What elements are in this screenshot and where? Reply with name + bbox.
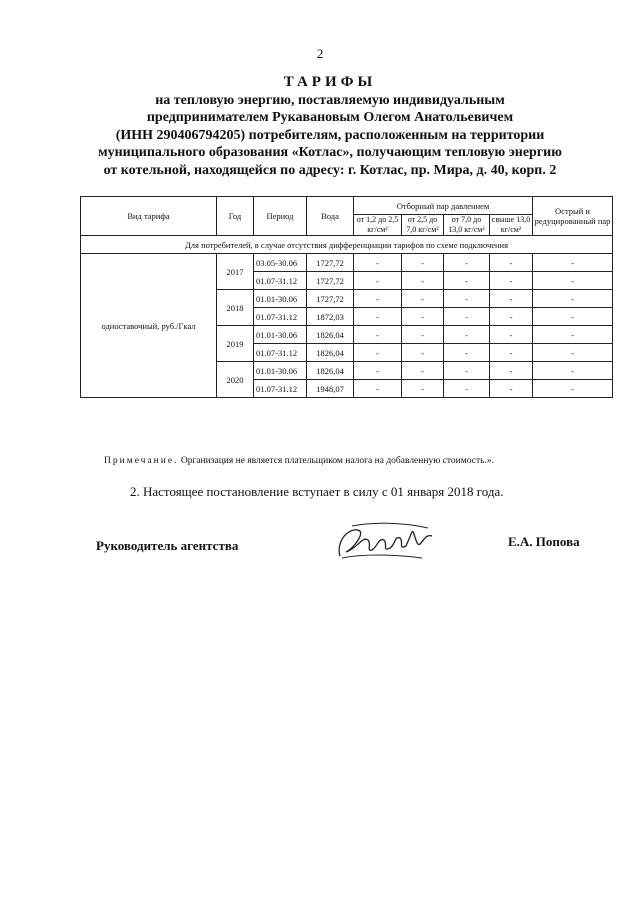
period-cell: 01.07-31.12 xyxy=(254,380,307,398)
header-steam-col: от 1,2 до 2,5 кг/см² xyxy=(354,215,402,236)
table-row xyxy=(81,254,613,272)
year-cell: 2017 xyxy=(217,254,254,290)
dash-cell: - xyxy=(490,290,533,308)
tariff-table xyxy=(80,196,613,398)
dash-cell: - xyxy=(490,272,533,290)
year-cell: 2020 xyxy=(217,362,254,398)
header-period: Период xyxy=(254,197,307,236)
year-cell: 2018 xyxy=(217,290,254,326)
dash-cell: - xyxy=(402,362,444,380)
header-water: Вода xyxy=(307,197,354,236)
dash-cell: - xyxy=(354,362,402,380)
dash-cell: - xyxy=(402,308,444,326)
header-steam-group: Отборный пар давлением xyxy=(354,197,533,215)
dash-cell: - xyxy=(490,362,533,380)
dash-cell: - xyxy=(354,380,402,398)
dash-cell: - xyxy=(444,290,490,308)
water-cell: 1727,72 xyxy=(307,254,354,272)
dash-cell: - xyxy=(533,272,613,290)
dash-cell: - xyxy=(490,326,533,344)
signer-name: Е.А. Попова xyxy=(508,534,580,549)
title-line: от котельной, находящейся по адресу: г. Котлас, пр. Мира, д. 40, корп. 2 xyxy=(103,162,557,178)
dash-cell: - xyxy=(444,326,490,344)
dash-cell: - xyxy=(444,254,490,272)
period-cell: 01.01-30.06 xyxy=(254,290,307,308)
year-cell: 2019 xyxy=(217,326,254,362)
dash-cell: - xyxy=(490,344,533,362)
period-cell: 03.05-30.06 xyxy=(254,254,307,272)
note xyxy=(104,456,624,466)
dash-cell: - xyxy=(444,308,490,326)
consumer-note: Для потребителей, в случае отсутствия дифференциации тарифов по схеме подключения xyxy=(81,236,613,254)
title-line: предпринимателем Рукавановым Олегом Анатольевичем xyxy=(146,110,514,125)
dash-cell: - xyxy=(354,326,402,344)
dash-cell: - xyxy=(402,326,444,344)
title-line: (ИНН 290406794205) потребителям, расположенным на территории xyxy=(115,127,545,143)
dash-cell: - xyxy=(354,290,402,308)
dash-cell: - xyxy=(402,344,444,362)
water-cell: 1826,04 xyxy=(307,326,354,344)
title-line: муниципального образования «Котлас», получающим тепловую энергию xyxy=(98,145,562,160)
header-sharp-steam: Острый и редуцированный пар xyxy=(533,197,613,236)
dash-cell: - xyxy=(402,290,444,308)
note-label: Примечание. xyxy=(104,456,179,466)
dash-cell: - xyxy=(444,362,490,380)
signer-role: Руководитель агентства xyxy=(96,538,239,553)
dash-cell: - xyxy=(444,380,490,398)
water-cell: 1826,04 xyxy=(307,362,354,380)
header-steam-col: от 7,0 до 13,0 кг/см² xyxy=(444,215,490,236)
water-cell: 1826,04 xyxy=(307,344,354,362)
dash-cell: - xyxy=(533,380,613,398)
dash-cell: - xyxy=(533,362,613,380)
dash-cell: - xyxy=(354,272,402,290)
period-cell: 01.01-30.06 xyxy=(254,326,307,344)
title-line: на тепловую энергию, поставляемую индивидуальным xyxy=(155,92,505,108)
dash-cell: - xyxy=(533,308,613,326)
header-steam-col: свыше 13,0 кг/см² xyxy=(490,215,533,236)
dash-cell: - xyxy=(490,380,533,398)
period-cell: 01.01-30.06 xyxy=(254,362,307,380)
dash-cell: - xyxy=(354,344,402,362)
dash-cell: - xyxy=(533,344,613,362)
note-text: Организация не является плательщиком налога на добавленную стоимость.». xyxy=(180,456,494,466)
dash-cell: - xyxy=(490,308,533,326)
water-cell: 1872,03 xyxy=(307,308,354,326)
period-cell: 01.07-31.12 xyxy=(254,308,307,326)
document-title xyxy=(60,74,600,179)
header-year: Год xyxy=(217,197,254,236)
dash-cell: - xyxy=(444,272,490,290)
water-cell: 1727,72 xyxy=(307,272,354,290)
page-number: 2 xyxy=(316,46,324,61)
handwritten-signature xyxy=(332,518,442,564)
dash-cell: - xyxy=(533,254,613,272)
dash-cell: - xyxy=(490,254,533,272)
dash-cell: - xyxy=(533,290,613,308)
effective-date-paragraph: 2. Настоящее постановление вступает в силу с 01 января 2018 года. xyxy=(130,484,504,499)
water-cell: 1727,72 xyxy=(307,290,354,308)
dash-cell: - xyxy=(354,308,402,326)
dash-cell: - xyxy=(402,254,444,272)
water-cell: 1948,07 xyxy=(307,380,354,398)
period-cell: 01.07-31.12 xyxy=(254,272,307,290)
dash-cell: - xyxy=(354,254,402,272)
tariff-label: одноставочный, руб./Гкал xyxy=(81,254,217,398)
header-tariff-type: Вид тарифа xyxy=(81,197,217,236)
dash-cell: - xyxy=(533,326,613,344)
dash-cell: - xyxy=(402,272,444,290)
period-cell: 01.07-31.12 xyxy=(254,344,307,362)
dash-cell: - xyxy=(402,380,444,398)
dash-cell: - xyxy=(444,344,490,362)
title-main: ТАРИФЫ xyxy=(283,74,377,90)
header-steam-col: от 2,5 до 7,0 кг/см² xyxy=(402,215,444,236)
